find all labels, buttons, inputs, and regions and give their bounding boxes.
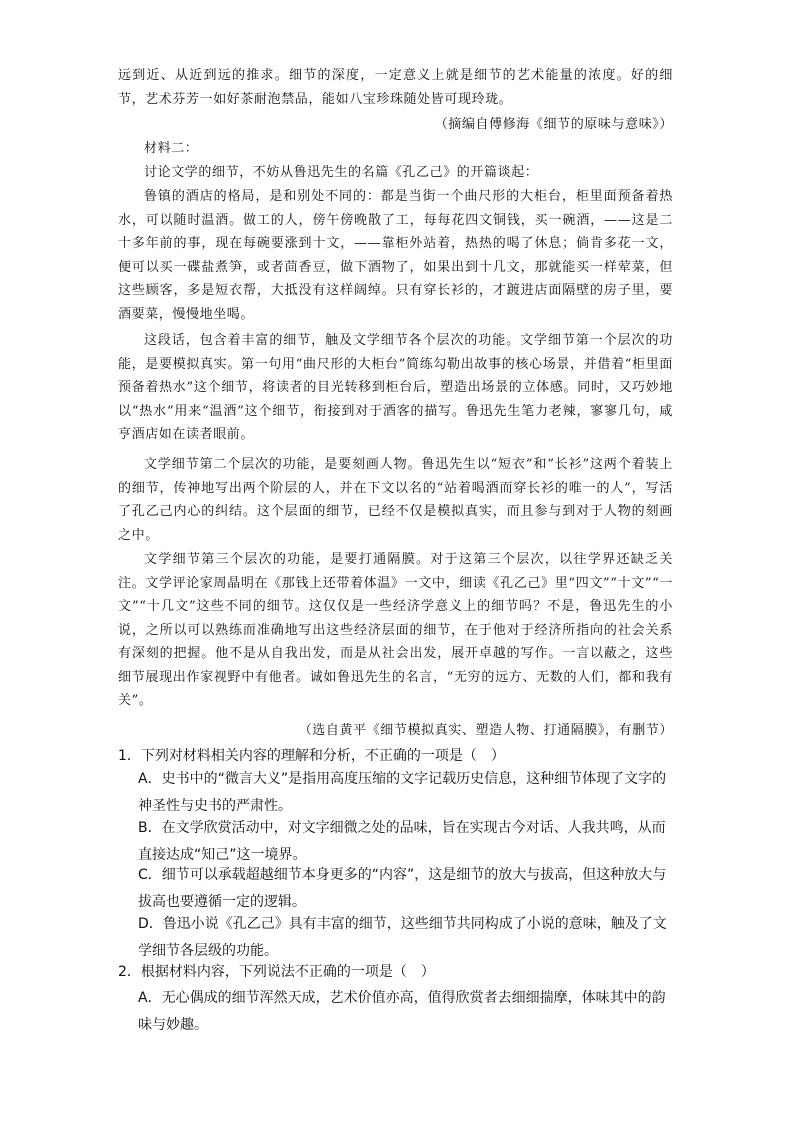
material1-tail-paragraph: 远到近、从近到远的推求。细节的深度，一定意义上就是细节的艺术能量的浓度。好的细节，艺术芬芳一如好茶耐泡禁品，能如八宝珍珠随处皆可现玲珑。: [118, 68, 673, 107]
material1-source: （摘编自傅修海《细节的原味与意味》）: [434, 117, 673, 132]
question-2-stem: 2．根据材料内容，下列说法不正确的一项是（ ）: [118, 964, 435, 980]
question-2-option-a[interactable]: A．无心偶成的细节浑然天成，艺术价值亦高，值得欣赏者去细细揣摩，体味其中的韵味与妙趣。: [138, 990, 666, 1033]
question-1-option-c[interactable]: C．细节可以承载超越细节本身更多的“内容”，这是细节的放大与拔高，但这种放大与拔高也要遵循一定的逻辑。: [138, 867, 667, 910]
question-1-option-b[interactable]: B．在文学欣赏活动中，对文字细微之处的品味，旨在实现古今对话、人我共鸣，从而直接达成“知己”这一境界。: [138, 820, 666, 863]
material2-intro: 讨论文学的细节，不妨从鲁迅先生的名篇《孔乙己》的开篇谈起：: [144, 165, 539, 180]
material2-paragraph-3: 文学细节第三个层次的功能，是要打通隔膜。对于这第三个层次，以往学界还缺乏关注。文学评论家周晶明在《那钱上还带着体温》一文中，细读《孔乙己》里“四文”“十文”“一文”“十几文”这些不同的细节。这仅仅是一些经济学意义上的细节吗？不是，鲁迅先生的小说，之所以可以熟练而准确地写出这些经济层面的细节，在于他对于经济所指向的社会关系有深刻的把握。他不是从自我出发，而是从社会出发，展开卓越的写作。一言以蔽之，这些细节展现出作家视野中有他者。诚如鲁迅先生的名言，“无穷的远方、无数的人们，都和我有关”。: [118, 552, 673, 708]
material2-paragraph-1: 这段话，包含着丰富的细节，触及文学细节各个层次的功能。文学细节第一个层次的功能，是要模拟真实。第一句用“曲尺形的大柜台”简练勾勒出故事的核心场景，并借着“柜里面预备着热水”这个细节，将读者的目光转移到柜台后，塑造出场景的立体感。同时，又巧妙地以“热水”用来“温酒”这个细节，衔接到对于酒客的描写。鲁迅先生笔力老辣，寥寥几句，咸亨酒店如在读者眼前。: [118, 333, 673, 442]
material2-source: （选自黄平《细节模拟真实、塑造人物、打通隔膜》，有删节）: [298, 723, 673, 738]
question-1-option-a[interactable]: A．史书中的“微言大义”是指用高度压缩的文字记载历史信息，这种细节体现了文字的神圣性与史书的严肃性。: [138, 771, 667, 814]
question-1-stem: 1．下列对材料相关内容的理解和分析，不正确的一项是（ ）: [118, 748, 505, 764]
material2-quote: 鲁镇的酒店的格局，是和别处不同的：都是当街一个曲尺形的大柜台，柜里面预备着热水，可以随时温酒。做工的人，傍午傍晚散了工，每每花四文铜钱，买一碗酒，——这是二十多年前的事，现在每碗要涨到十文，——靠柜外站着，热热的喝了休息；倘肯多花一文，便可以买一碟盐煮笋，或者茴香豆，做下酒物了，如果出到十几文，那就能买一样荤菜，但这些顾客，多是短衣帮，大抵没有这样阔绰。只有穿长衫的，才踱进店面隔壁的房子里，要酒要菜，慢慢地坐喝。: [118, 189, 673, 322]
material2-heading: 材料二：: [144, 141, 199, 156]
material2-paragraph-2: 文学细节第二个层次的功能，是要刻画人物。鲁迅先生以“短衣”和“长衫”这两个着装上的细节，传神地写出两个阶层的人，并在下文以名的“站着喝酒而穿长衫的唯一的人”，写活了孔乙己内心的纠结。这个层面的细节，已经不仅是模拟真实，而且参与到对于人物的刻画之中。: [118, 457, 673, 543]
question-1-option-d[interactable]: D．鲁迅小说《孔乙己》具有丰富的细节，这些细节共同构成了小说的意味，触及了文学细节各层级的功能。: [138, 916, 667, 959]
